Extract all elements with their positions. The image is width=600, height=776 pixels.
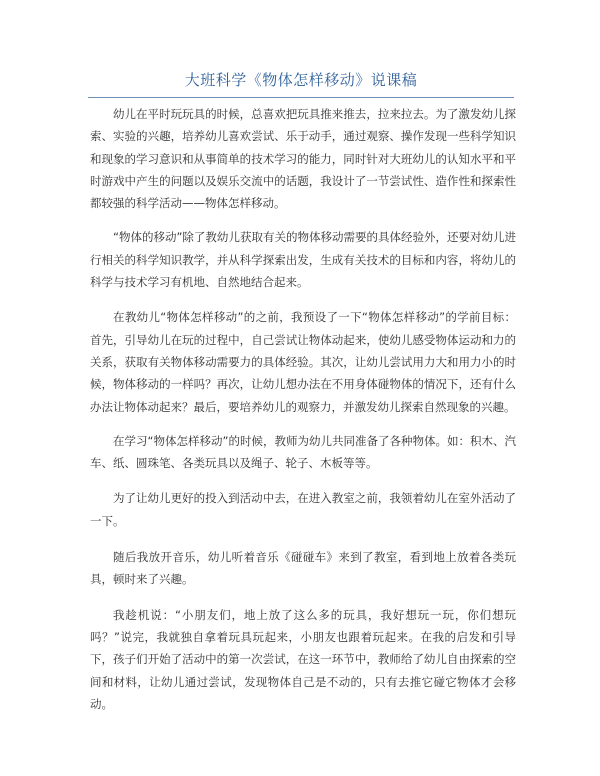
paragraph-object-movement: “物体的移动”除了教幼儿获取有关的物体移动需要的具体经验外，还要对幼儿进行相关的科学知识教学，并从科学探索出发，生成有关技术的目标和内容，将幼儿的科学与技术学习有机地、自然地结合起来。 bbox=[90, 230, 516, 290]
title-underline bbox=[88, 97, 514, 98]
paragraph-music-entry: 随后我放开音乐，幼儿听着音乐《碰碰车》来到了教室，看到地上放着各类玩具，顿时来了兴趣。 bbox=[90, 550, 516, 587]
document-body bbox=[90, 103, 516, 715]
document-title: 大班科学《物体怎样移动》说课稿 bbox=[184, 71, 418, 89]
paragraph-materials: 在学习“物体怎样移动”的时候，教师为幼儿共同准备了各种物体。如：积木、汽车、纸、圆珠笔、各类玩具以及绳子、轮子、木板等等。 bbox=[90, 433, 516, 471]
paragraph-intro: 幼儿在平时玩玩具的时候，总喜欢把玩具推来推去，拉来拉去。为了激发幼儿探索、实验的兴趣，培养幼儿喜欢尝试、乐于动手，通过观察、操作发现一些科学知识和现象的学习意识和从事简单的技术学习的能力，同时针对大班幼儿的认知水平和平时游戏中产生的问题以及娱乐交流中的话题，我设计了一节尝试性、造作性和探索性都较强的科学活动——物体怎样移动。 bbox=[90, 107, 516, 211]
paragraph-first-attempt: 我趁机说：“小朋友们，地上放了这么多的玩具，我好想玩一玩，你们想玩吗？”说完，我就独自拿着玩具玩起来，小朋友也跟着玩起来。在我的启发和引导下，孩子们开始了活动中的第一次尝试，在这一环节中，教师给了幼儿自由探索的空间和材料，让幼儿通过尝试，发现物体自己是不动的，只有去推它碰它物体才会移动。 bbox=[90, 607, 516, 711]
paragraph-learning-goals: 在教幼儿“物体怎样移动”的之前，我预设了一下“物体怎样移动”的学前目标：首先，引导幼儿在玩的过程中，自己尝试让物体动起来，使幼儿感受物体运动和力的关系，获取有关物体移动需要力的具体经验。其次，让幼儿尝试用力大和用力小的时候，物体移动的一样吗？再次，让幼儿想办法在不用身体碰物体的情况下，还有什么办法让物体动起来？最后，要培养幼儿的观察力，并激发幼儿探索自然现象的兴趣。 bbox=[90, 310, 516, 414]
paragraph-warmup: 为了让幼儿更好的投入到活动中去，在进入教室之前，我领着幼儿在室外活动了一下。 bbox=[90, 491, 516, 528]
